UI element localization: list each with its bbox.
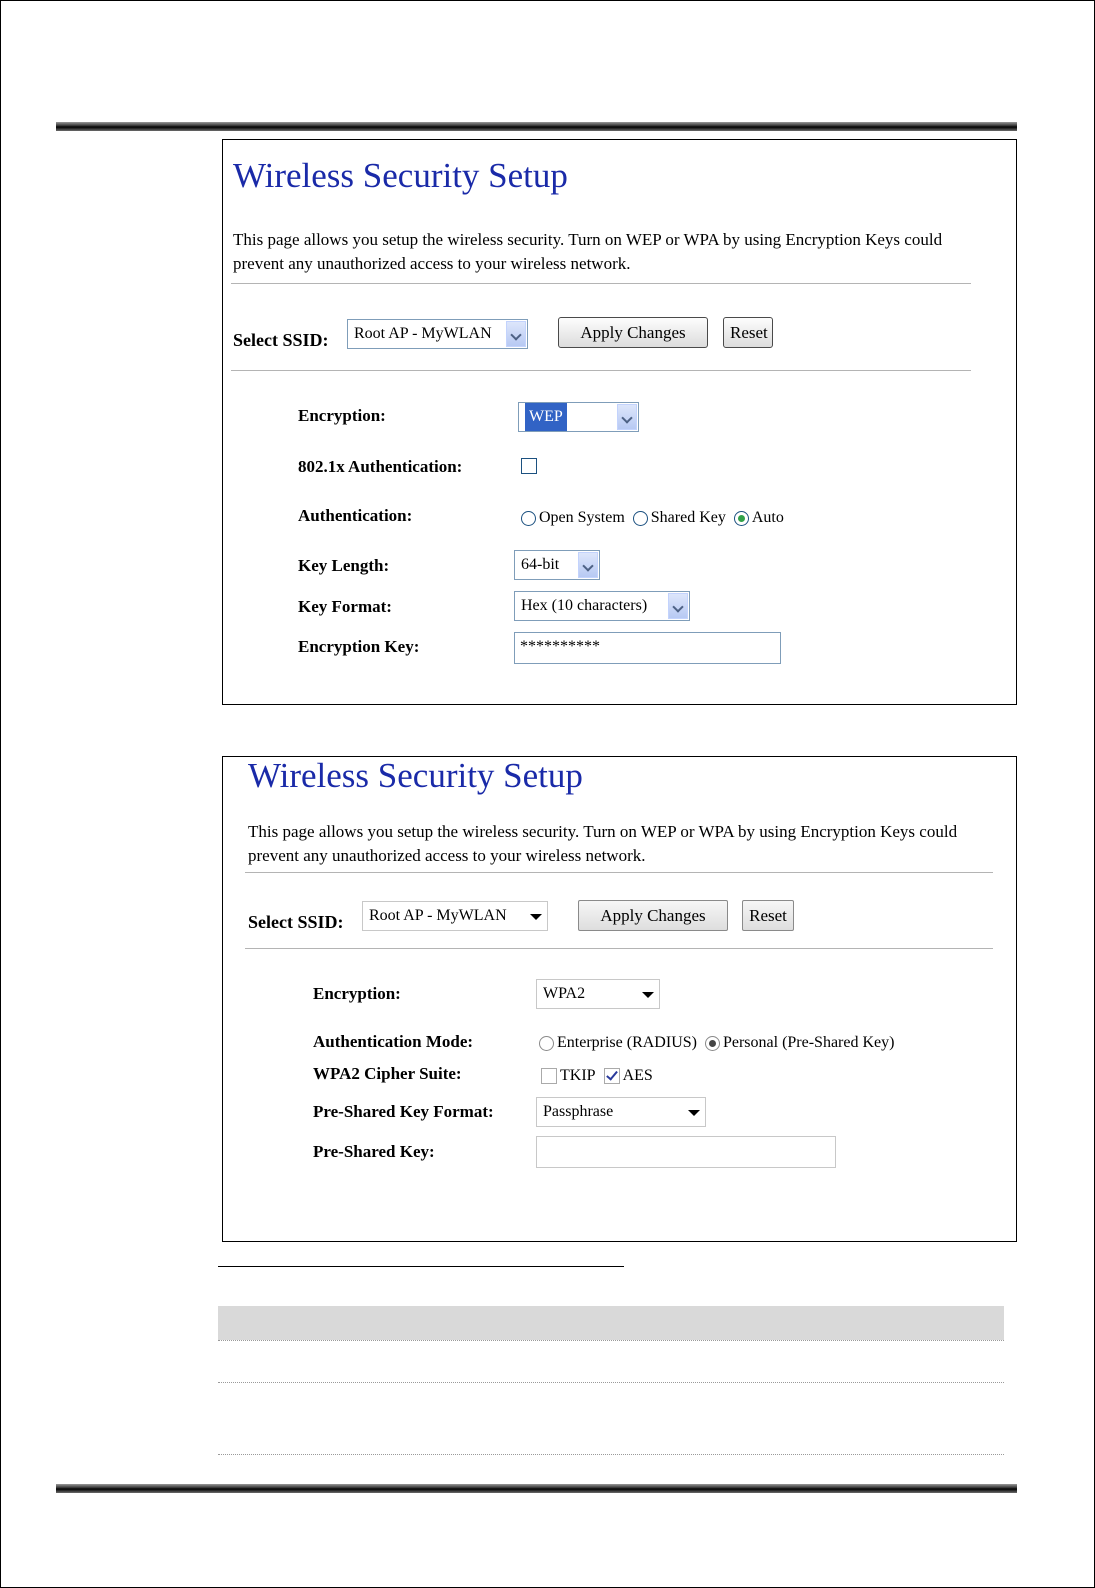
chevron-down-icon xyxy=(578,552,598,578)
apply-changes-button[interactable]: Apply Changes xyxy=(558,317,708,348)
aes-checkbox[interactable] xyxy=(604,1068,620,1084)
reset-button[interactable]: Reset xyxy=(742,900,794,931)
encryption-label: Encryption: xyxy=(298,406,386,425)
cipher-suite-group xyxy=(541,1067,653,1085)
open-system-label: Open System xyxy=(539,509,625,526)
key-format-label: Key Format: xyxy=(298,597,392,616)
key-format-select[interactable] xyxy=(514,591,690,621)
divider xyxy=(231,283,971,284)
tkip-label: TKIP xyxy=(560,1067,596,1084)
personal-psk-label: Personal (Pre-Shared Key) xyxy=(722,1034,895,1051)
authentication-radio-group xyxy=(521,509,784,527)
ssid-value: Root AP - MyWLAN xyxy=(369,907,507,924)
divider xyxy=(231,370,971,371)
chevron-down-icon xyxy=(506,321,526,347)
table-row-divider xyxy=(218,1382,1004,1383)
header-bar xyxy=(56,122,1017,131)
table-row-divider xyxy=(218,1454,1004,1455)
wpa2-setup-screenshot xyxy=(222,756,1017,1242)
psk-label: Pre-Shared Key: xyxy=(313,1142,435,1161)
key-length-label: Key Length: xyxy=(298,556,390,575)
enterprise-radius-label: Enterprise (RADIUS) xyxy=(557,1034,697,1051)
cipher-suite-label: WPA2 Cipher Suite: xyxy=(313,1064,462,1083)
aes-label: AES xyxy=(622,1067,653,1084)
ssid-value: Root AP - MyWLAN xyxy=(354,325,492,342)
personal-psk-radio[interactable] xyxy=(705,1036,720,1051)
tkip-checkbox[interactable] xyxy=(541,1068,557,1084)
footer-bar xyxy=(56,1484,1017,1493)
key-format-value: Hex (10 characters) xyxy=(521,597,648,614)
encryption-select[interactable] xyxy=(518,402,639,432)
page-description: This page allows you setup the wireless security. Turn on WEP or WPA by using Encryption Keys could prevent any unauthorized access to your wireless network. xyxy=(233,230,943,273)
authentication-mode-radio-group xyxy=(539,1034,894,1052)
reset-button[interactable]: Reset xyxy=(723,317,773,348)
auto-radio[interactable] xyxy=(734,511,749,526)
divider xyxy=(245,872,993,873)
psk-input[interactable] xyxy=(536,1136,836,1168)
authentication-label: Authentication: xyxy=(298,506,413,525)
encryption-key-label: Encryption Key: xyxy=(298,637,420,656)
table-header xyxy=(218,1306,1004,1340)
caret-down-icon xyxy=(638,981,658,1007)
page-title: Wireless Security Setup xyxy=(248,756,583,795)
caret-down-icon xyxy=(684,1099,704,1125)
wep-setup-screenshot xyxy=(222,139,1017,705)
chevron-down-icon xyxy=(617,404,637,430)
ssid-label: Select SSID: xyxy=(248,912,344,932)
encryption-value: WEP xyxy=(525,403,567,431)
divider xyxy=(245,948,993,949)
ssid-label: Select SSID: xyxy=(233,330,329,350)
key-length-value: 64-bit xyxy=(521,556,560,573)
encryption-select[interactable] xyxy=(536,979,660,1009)
psk-format-value: Passphrase xyxy=(543,1103,614,1120)
caption-underline xyxy=(218,1266,624,1267)
shared-key-radio[interactable] xyxy=(633,511,648,526)
authentication-mode-label: Authentication Mode: xyxy=(313,1032,474,1051)
chevron-down-icon xyxy=(668,593,688,619)
shared-key-label: Shared Key xyxy=(650,509,726,526)
psk-format-label: Pre-Shared Key Format: xyxy=(313,1102,494,1121)
caret-down-icon xyxy=(526,903,546,929)
page-description: This page allows you setup the wireless security. Turn on WEP or WPA by using Encryption Keys could prevent any unauthorized access to your wireless network. xyxy=(248,822,958,865)
ssid-select[interactable] xyxy=(347,319,528,349)
key-length-select[interactable] xyxy=(514,550,600,580)
ssid-select[interactable] xyxy=(362,901,548,931)
8021x-auth-checkbox[interactable] xyxy=(521,458,537,474)
encryption-key-input[interactable]: ********** xyxy=(514,632,781,664)
encryption-value: WPA2 xyxy=(543,985,586,1002)
psk-format-select[interactable] xyxy=(536,1097,706,1127)
table-row-divider xyxy=(218,1340,1004,1341)
encryption-label: Encryption: xyxy=(313,984,401,1003)
apply-changes-button[interactable]: Apply Changes xyxy=(578,900,728,931)
enterprise-radius-radio[interactable] xyxy=(539,1036,554,1051)
auto-label: Auto xyxy=(751,509,784,526)
8021x-auth-label: 802.1x Authentication: xyxy=(298,457,463,476)
page-title: Wireless Security Setup xyxy=(233,156,568,195)
open-system-radio[interactable] xyxy=(521,511,536,526)
